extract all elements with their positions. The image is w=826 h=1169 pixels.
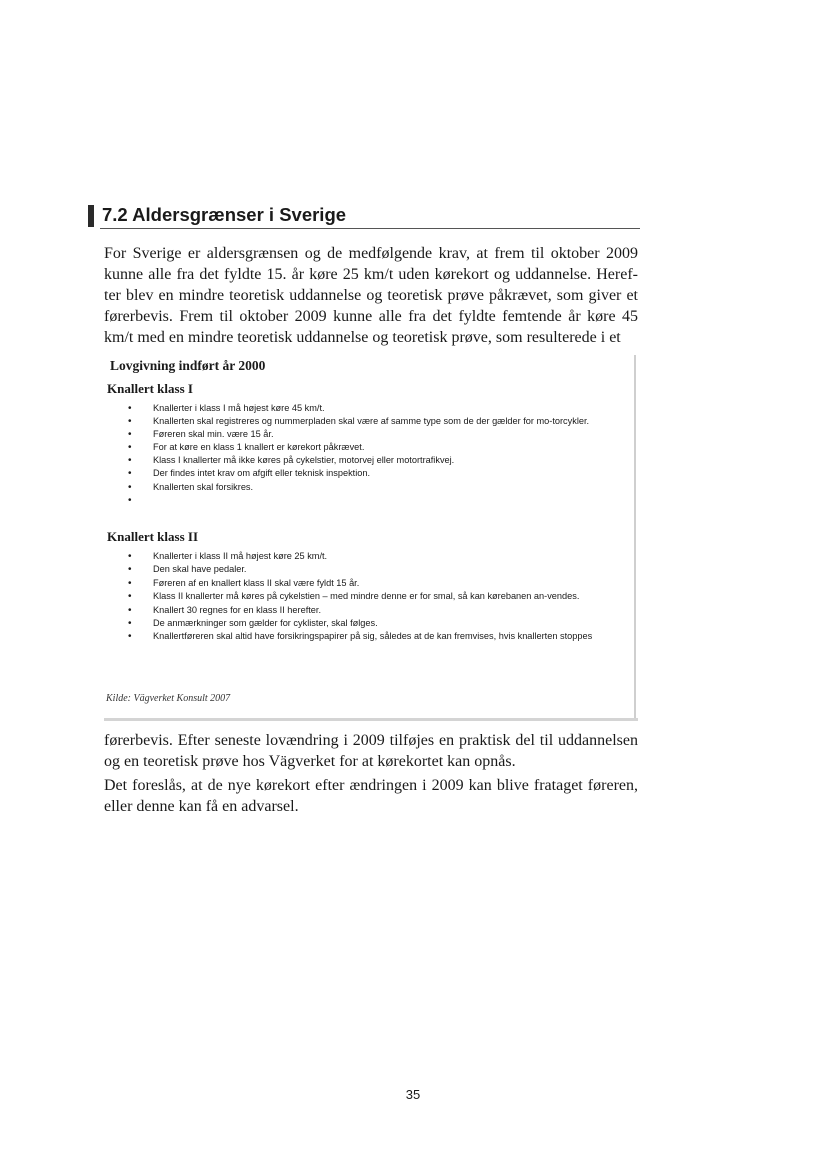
class2-heading: Knallert klass II	[107, 529, 199, 544]
list-item	[104, 605, 628, 617]
list-item-text: Klass I knallerter må ikke køres på cykelstier, motorvej eller motortrafikvej.	[153, 455, 455, 466]
bullet-icon: •	[128, 403, 132, 414]
list-item	[104, 416, 628, 428]
list-item	[104, 564, 628, 576]
list-item	[104, 403, 628, 415]
list-item	[104, 578, 628, 590]
box-border-bottom	[104, 718, 638, 721]
list-item	[104, 468, 628, 480]
heading-marker	[88, 205, 94, 227]
bullet-icon: •	[128, 429, 132, 441]
list-item-text: De anmærkninger som gælder for cyklister, skal følges.	[153, 617, 378, 628]
list-item	[104, 482, 628, 494]
list-item-text: Knallerter i klass I må højest køre 45 km/t.	[153, 403, 325, 413]
bullet-icon: •	[128, 577, 132, 589]
box-border-right	[634, 355, 636, 721]
bullet-icon: •	[128, 564, 132, 576]
list-item-text: Knallert 30 regnes for en klass II herefter.	[153, 604, 322, 615]
list-item	[104, 551, 628, 563]
bullet-icon: •	[128, 455, 132, 467]
bullet-icon: •	[128, 442, 132, 454]
intro-paragraph: For Sverige er aldersgrænsen og de medfølgende krav, at frem til oktober 2009 kunne alle fra det fyldte 15. år køre 25 km/t uden kørekort og uddannelse. Heref-ter blev en mindre teoretisk uddannelse og teoretisk prøve påkrævet, som giver et førerbevis. Frem til oktober 2009 kunne alle fra det fyldte femtende år køre 45 km/t med en mindre teoretisk uddannelse og teoretisk prøve, som resulterede i et	[104, 245, 638, 346]
list-item	[104, 455, 628, 467]
heading-underline	[100, 228, 640, 229]
list-item-text: Klass II knallerter må køres på cykelstien – med mindre denne er for smal, så kan kørebanen an-vendes.	[153, 591, 580, 602]
continuation-paragraph: førerbevis. Efter seneste lovændring i 2009 tilføjes en praktisk del til uddannelsen og en teoretisk prøve hos Vägverket for at kørekortet kan opnås.	[104, 732, 638, 770]
list-item-text: Knallerten skal forsikres.	[153, 481, 254, 492]
list-item-text: Knallertføreren skal altid have forsikringspapirer på sig, således at de kan fremvises, hvis knallerten stoppes	[153, 631, 593, 642]
class1-list	[104, 403, 628, 508]
list-item-text: Den skal have pedaler.	[153, 564, 247, 575]
list-item	[104, 591, 628, 603]
list-item	[104, 442, 628, 454]
bullet-icon: •	[128, 481, 132, 493]
list-item	[104, 631, 628, 643]
bullet-icon: •	[128, 617, 132, 629]
list-item	[104, 618, 628, 630]
box-title: Lovgivning indført år 2000	[110, 358, 266, 373]
list-item-text: Knallerter i klass II må højest køre 25 km/t.	[153, 551, 328, 561]
bullet-icon: •	[128, 416, 132, 428]
list-item-empty	[104, 495, 628, 507]
bullet-icon: •	[128, 631, 132, 643]
list-item	[104, 429, 628, 441]
page-number: 35	[405, 1087, 421, 1102]
bullet-icon: •	[128, 551, 132, 562]
conclusion-paragraph: Det foreslås, at de nye kørekort efter ændringen i 2009 kan blive frataget føreren, eller denne kan få en advarsel.	[104, 777, 638, 815]
section-heading	[86, 203, 640, 229]
bullet-icon: •	[128, 468, 132, 480]
list-item-text: Der findes intet krav om afgift eller teknisk inspektion.	[153, 468, 371, 479]
class1-heading: Knallert klass I	[107, 381, 193, 396]
section-title: 7.2 Aldersgrænser i Sverige	[102, 204, 347, 225]
list-item-text: For at køre en klass 1 knallert er kørekort påkrævet.	[153, 442, 365, 453]
bullet-icon: •	[128, 494, 132, 506]
bullet-icon: •	[128, 591, 132, 603]
list-item-text: Føreren af en knallert klass II skal være fyldt 15 år.	[153, 577, 360, 588]
bullet-icon: •	[128, 604, 132, 616]
list-item-text: Knallerten skal registreres og nummerpladen skal være af samme type som de der gælder for mo-torcykler.	[153, 416, 590, 427]
class2-list	[104, 551, 628, 645]
source-citation: Kilde: Vägverket Konsult 2007	[106, 693, 231, 704]
legislation-box	[104, 351, 636, 719]
list-item-text: Føreren skal min. være 15 år.	[153, 429, 274, 440]
